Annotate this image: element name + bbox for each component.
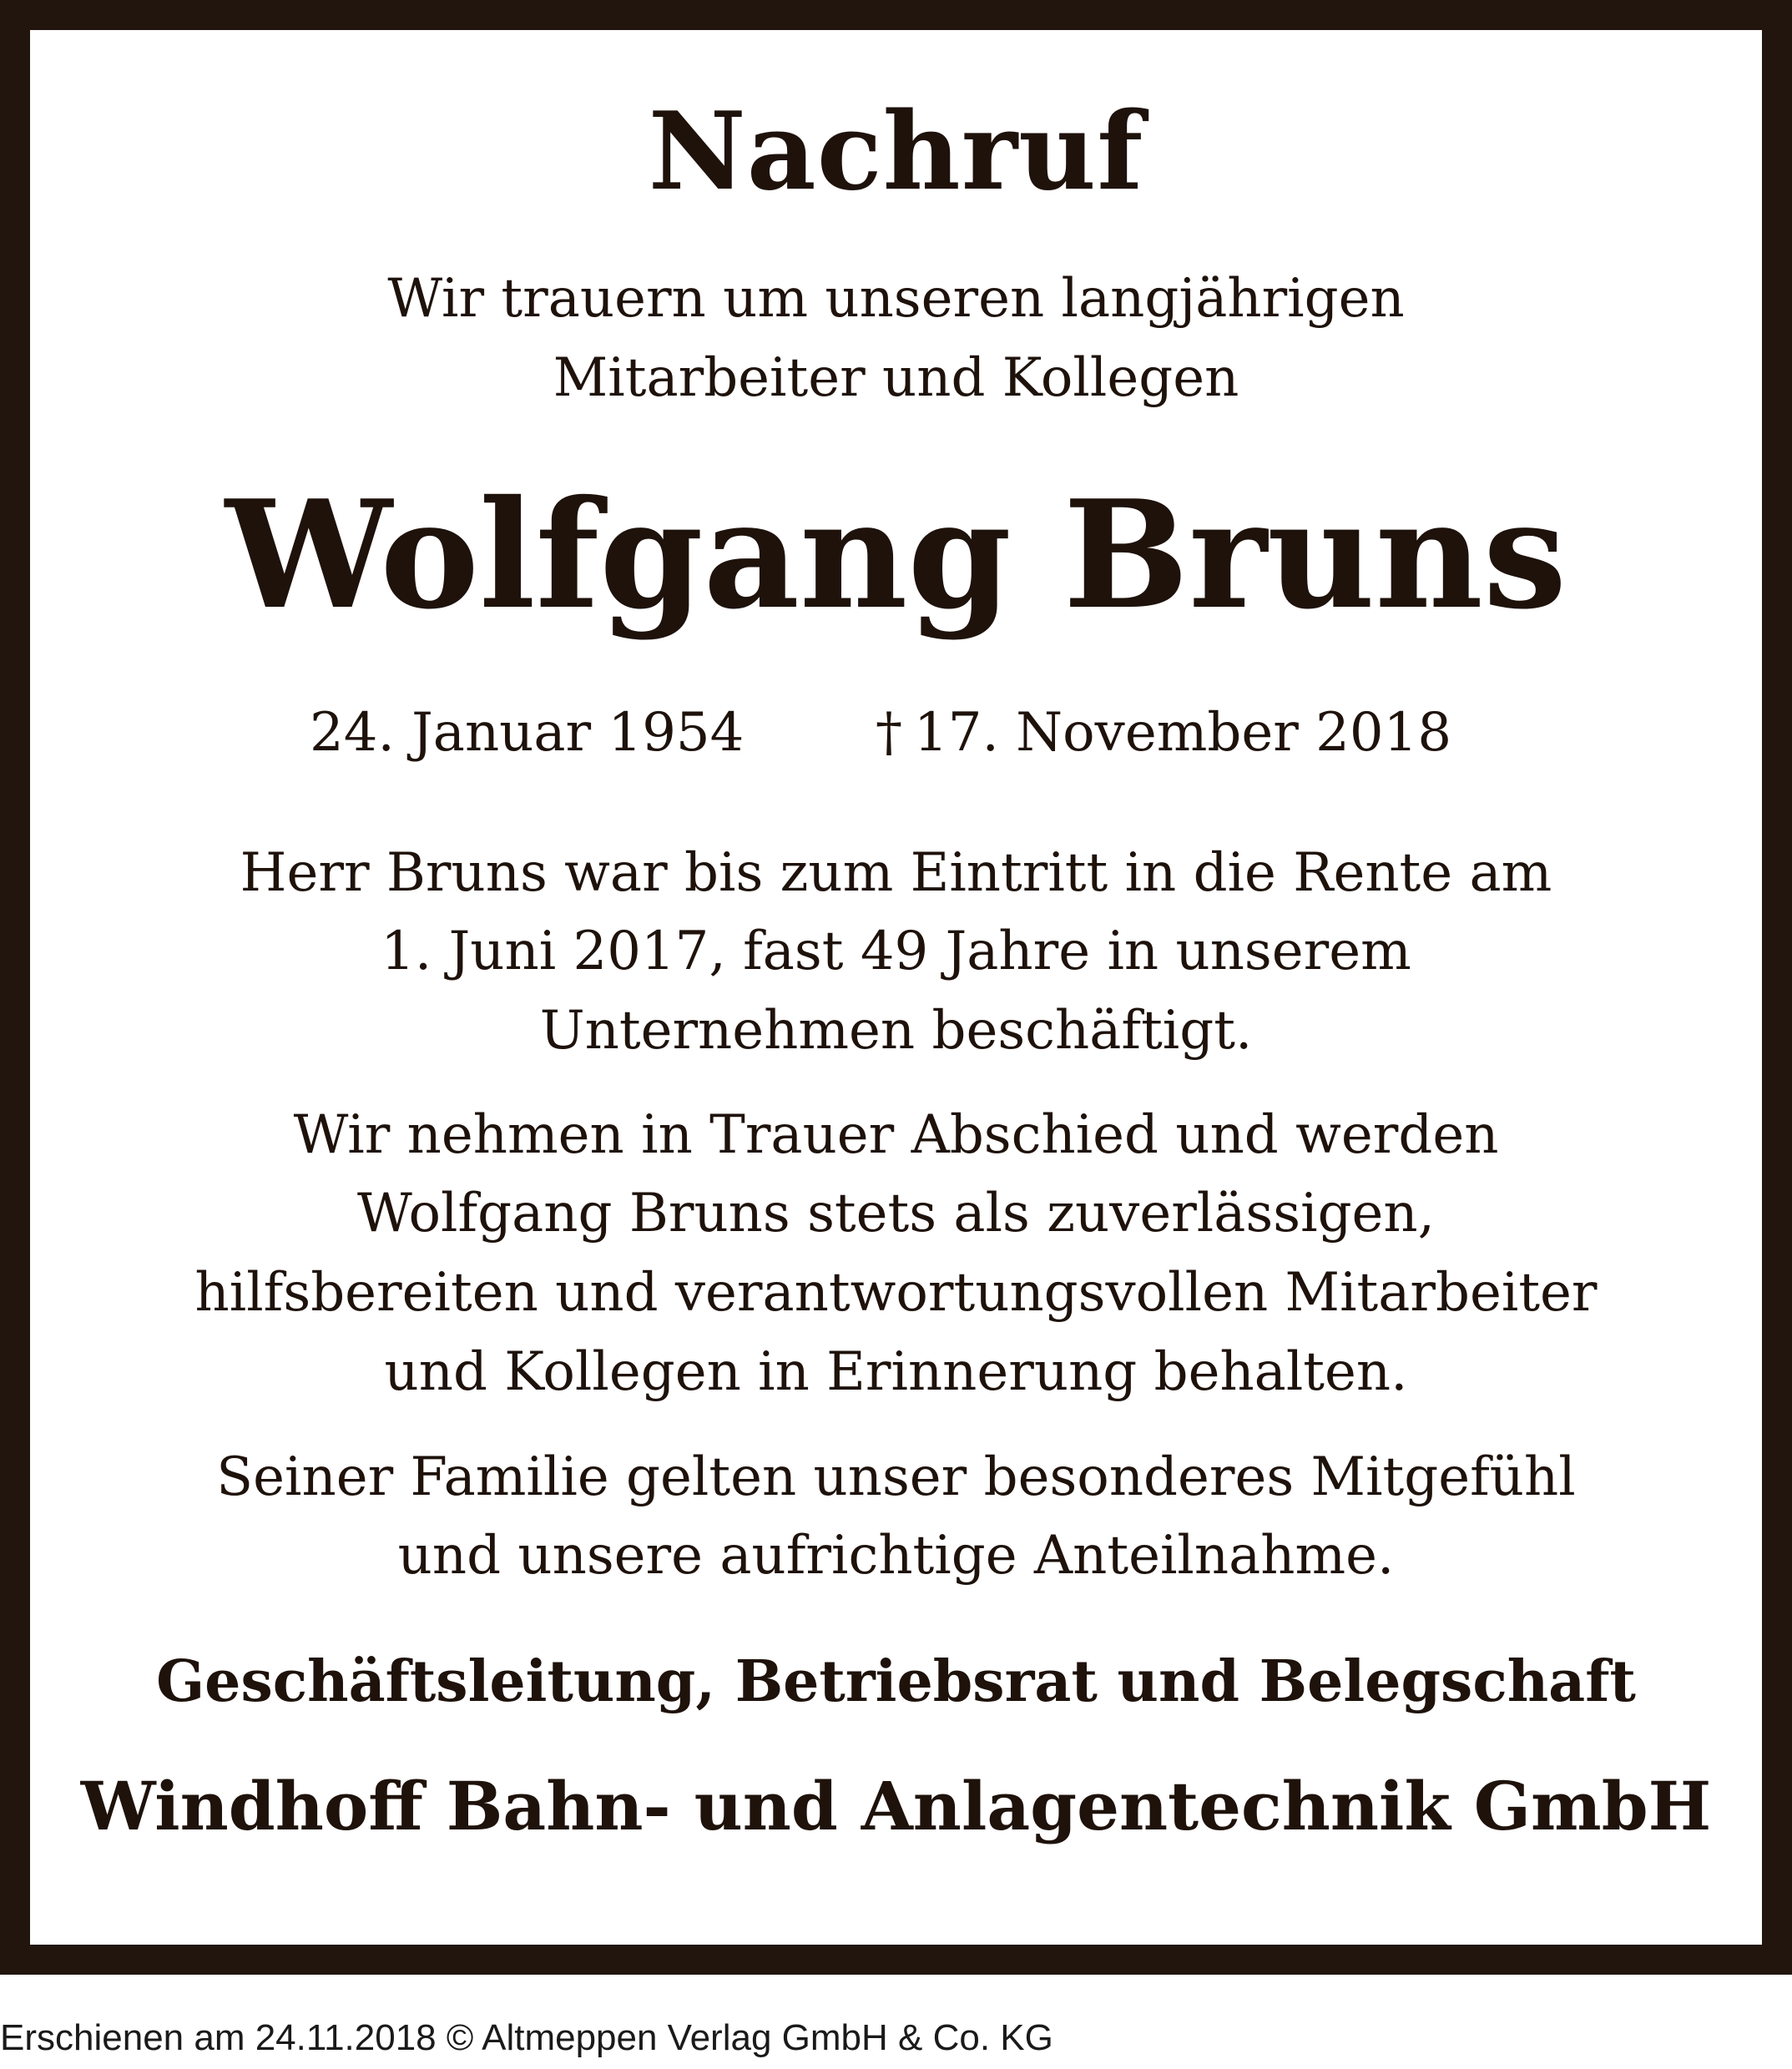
obituary-card (30, 30, 1762, 1945)
company-name: Windhoff Bahn- und Anlagentechnik GmbH (80, 1767, 1712, 1845)
paragraph-3-line-2: und unsere aufrichtige Anteilnahme. (397, 1525, 1395, 1587)
paragraph-2-line-4: und Kollegen in Erinnerung behalten. (384, 1341, 1408, 1403)
intro-line-2: Mitarbeiter und Kollegen (553, 347, 1239, 409)
paragraph-3-line-1: Seiner Familie gelten unser besonderes Mitgefühl (216, 1446, 1576, 1508)
paragraph-2-line-1: Wir nehmen in Trauer Abschied und werden (293, 1104, 1499, 1166)
obituary-title: Nachruf (648, 89, 1144, 214)
paragraph-1-line-1: Herr Bruns war bis zum Eintritt in die Rente am (240, 842, 1552, 904)
death-date: 17. November 2018 (914, 702, 1452, 764)
paragraph-1-line-3: Unternehmen beschäftigt. (539, 1000, 1253, 1062)
death-date-group (876, 702, 1452, 764)
intro-line-1: Wir trauern um unseren langjährigen (387, 268, 1405, 330)
paragraph-1-line-2: 1. Juni 2017, fast 49 Jahre in unserem (381, 921, 1411, 982)
life-dates (30, 702, 1762, 773)
birth-date: 24. Januar 1954 (310, 702, 745, 764)
paragraph-2-line-2: Wolfgang Bruns stets als zuverlässigen, (357, 1183, 1435, 1244)
signature-line: Geschäftsleitung, Betriebsrat und Belegschaft (156, 1648, 1636, 1715)
deceased-name: Wolfgang Bruns (225, 467, 1567, 642)
publication-footer: Erschienen am 24.11.2018 © Altmeppen Verlag GmbH & Co. KG (0, 2017, 1053, 2058)
cross-icon: † (876, 702, 902, 764)
paragraph-2-line-3: hilfsbereiten und verantwortungsvollen Mitarbeiter (194, 1262, 1598, 1324)
